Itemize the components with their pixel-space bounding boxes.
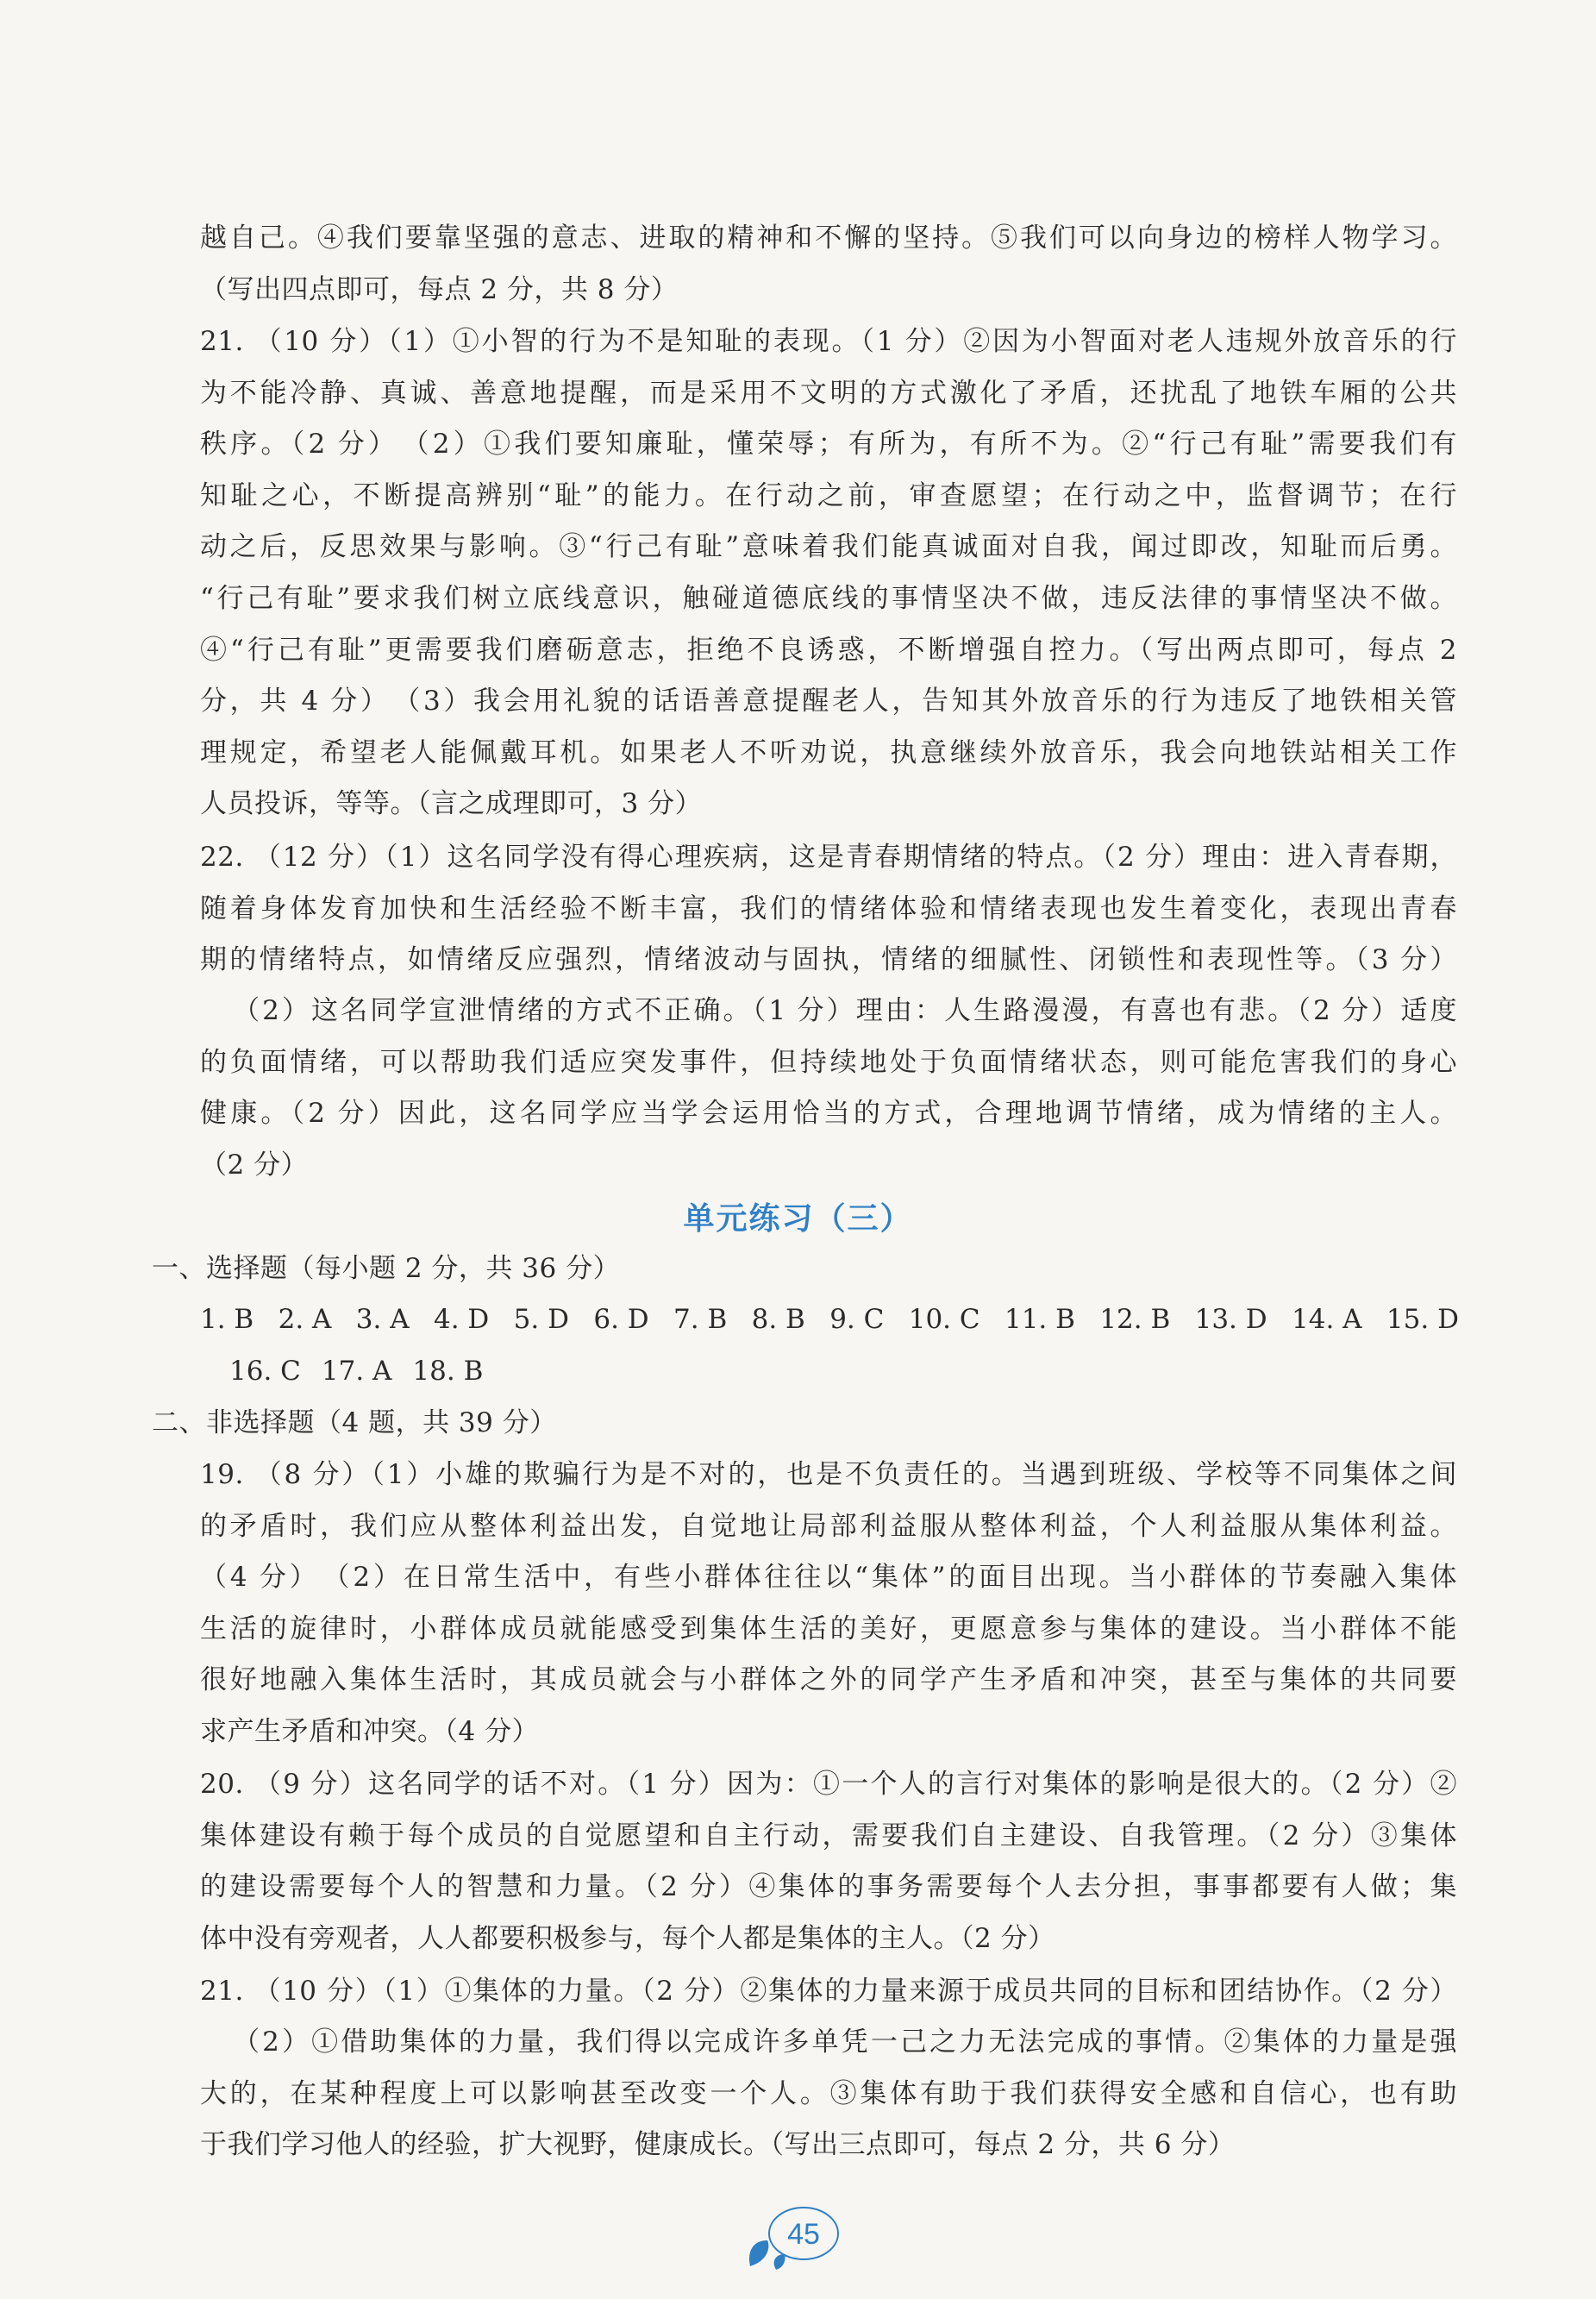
paragraph-question-21-second-part2: [200, 2017, 1457, 2171]
paragraph-question-22-part2: [200, 986, 1457, 1191]
text-line: 的矛盾时，我们应从整体利益出发，自觉地让局部利益服从整体利益，个人利益服从集体利益。: [200, 1510, 1457, 1542]
text-line: “行己有耻”要求我们树立底线意识，触碰道德底线的事情坚决不做，违反法律的事情坚决不做。: [200, 582, 1457, 614]
paragraph-question-20: [200, 1759, 1457, 1964]
text-line: 生活的旋律时，小群体成员就能感受到集体生活的美好，更愿意参与集体的建设。当小群体不能: [200, 1613, 1457, 1644]
answer-item: 5. D: [513, 1304, 569, 1335]
text-line: 为不能冷静、真诚、善意地提醒，而是采用不文明的方式激化了矛盾，还扰乱了地铁车厢的公共: [200, 377, 1457, 409]
answer-item: 4. D: [434, 1304, 490, 1335]
text-line: 知耻之心，不断提高辨别“耻”的能力。在行动之前，审查愿望；在行动之中，监督调节；在行: [200, 479, 1457, 511]
answer-row-1: [200, 1294, 1459, 1346]
section-title: 单元练习（三）: [683, 1200, 913, 1237]
text-line: 19. （8 分）（1）小雄的欺骗行为是不对的，也是不负责任的。当遇到班级、学校等不同集体之间: [200, 1459, 1457, 1490]
text-line: 随着身体发育加快和生活经验不断丰富，我们的情绪体验和情绪表现也发生着变化，表现出青春: [200, 893, 1457, 924]
paragraph-top: [200, 213, 1457, 316]
text-line: 理规定，希望老人能佩戴耳机。如果老人不听劝说，执意继续外放音乐，我会向地铁站相关工作: [200, 736, 1457, 768]
part2-heading: 二、非选择题（4 题，共 39 分）: [152, 1407, 557, 1438]
part1-heading: 一、选择题（每小题 2 分，共 36 分）: [152, 1253, 621, 1284]
text-line: 的负面情绪，可以帮助我们适应突发事件，但持续地处于负面情绪状态，则可能危害我们的身心: [200, 1046, 1457, 1078]
text-line: 很好地融入集体生活时，其成员就会与小群体之外的同学产生矛盾和冲突，甚至与集体的共同要: [200, 1664, 1457, 1696]
paragraph-question-22: [200, 832, 1457, 987]
text-line: 的建设需要每个人的智慧和力量。（2 分）④集体的事务需要每个人去分担，事事都要有人做；集: [200, 1871, 1457, 1903]
answer-item: 9. C: [829, 1304, 885, 1335]
text-line: 健康。（2 分）因此，这名同学应当学会运用恰当的方式，合理地调节情绪，成为情绪的主人。: [200, 1098, 1457, 1130]
text-line: 于我们学习他人的经验，扩大视野，健康成长。（写出三点即可，每点 2 分，共 6 分）: [200, 2129, 1236, 2161]
answer-item: 8. B: [751, 1304, 805, 1335]
text-line: ④“行己有耻”更需要我们磨砺意志，拒绝不良诱惑，不断增强自控力。（写出两点即可，每点 2: [200, 634, 1457, 666]
answer-item: 6. D: [593, 1304, 649, 1335]
text-line: （2 分）: [200, 1149, 309, 1181]
answer-item: 16. C: [229, 1355, 301, 1387]
leaf-icon: [742, 2190, 845, 2277]
page-number: 45: [787, 2218, 820, 2251]
text-line: 秩序。（2 分） （2）①我们要知廉耻，懂荣辱；有所为，有所不为。②“行己有耻”需要我们有: [200, 429, 1457, 460]
text-line: 越自己。④我们要靠坚强的意志、进取的精神和不懈的坚持。⑤我们可以向身边的榜样人物学习。: [200, 222, 1457, 254]
text-line: 期的情绪特点，如情绪反应强烈，情绪波动与固执，情绪的细腻性、闭锁性和表现性等。（3 分）: [200, 944, 1457, 976]
text-line: （2）这名同学宣泄情绪的方式不正确。（1 分）理由：人生路漫漫，有喜也有悲。（2 分）适度: [233, 995, 1457, 1026]
answer-item: 7. B: [673, 1304, 728, 1335]
answer-item: 12. B: [1099, 1304, 1171, 1335]
answer-item: 2. A: [278, 1304, 332, 1335]
text-line: 动之后，反思效果与影响。③“行己有耻”意味着我们能真诚面对自我，闻过即改，知耻而后勇。: [200, 531, 1457, 563]
text-line: 分，共 4 分） （3）我会用礼貌的话语善意提醒老人，告知其外放音乐的行为违反了地铁相关管: [200, 686, 1457, 717]
text-line: 21. （10 分）（1）①集体的力量。（2 分）②集体的力量来源于成员共同的目标和团结协作。（2 分）: [200, 1976, 1457, 2007]
text-line: 21. （10 分）（1）①小智的行为不是知耻的表现。（1 分）②因为小智面对老人违规外放音乐的行: [200, 326, 1457, 357]
text-line: 22. （12 分）（1）这名同学没有得心理疾病，这是青春期情绪的特点。（2 分）理由：进入青春期，: [200, 842, 1457, 873]
answer-item: 10. C: [908, 1304, 980, 1335]
paragraph-question-19: [200, 1450, 1457, 1758]
text-line: 20. （9 分）这名同学的话不对。（1 分）因为：①一个人的言行对集体的影响是很大的。（2 分）②: [200, 1769, 1457, 1800]
answer-key: [200, 1294, 1459, 1397]
answer-item: 3. A: [355, 1304, 410, 1335]
answer-item: 1. B: [200, 1304, 254, 1335]
text-line: 求产生矛盾和冲突。（4 分）: [200, 1715, 540, 1747]
answer-item: 13. D: [1194, 1304, 1267, 1335]
text-line: 大的，在某种程度上可以影响甚至改变一个人。③集体有助于我们获得安全感和自信心，也有助: [200, 2077, 1457, 2109]
text-line: 人员投诉，等等。（言之成理即可，3 分）: [200, 788, 703, 820]
answer-row-2: [200, 1346, 1459, 1398]
text-line: 体中没有旁观者，人人都要积极参与，每个人都是集体的主人。（2 分）: [200, 1922, 1055, 1954]
answer-item: 15. D: [1386, 1304, 1459, 1335]
text-line: 集体建设有赖于每个成员的自觉愿望和自主行动，需要我们自主建设、自我管理。（2 分）③集体: [200, 1820, 1457, 1851]
paragraph-question-21-first: [200, 316, 1457, 830]
page-number-badge: [742, 2190, 845, 2277]
paragraph-question-21-second: [200, 1966, 1457, 2018]
answer-item: 17. A: [321, 1355, 392, 1387]
answer-item: 11. B: [1004, 1304, 1075, 1335]
text-line: （写出四点即可，每点 2 分，共 8 分）: [200, 273, 679, 305]
text-line: （4 分） （2）在日常生活中，有些小群体往往以“集体”的面目出现。当小群体的节奏融入集体: [200, 1562, 1457, 1594]
answer-item: 18. B: [412, 1355, 484, 1387]
answer-item: 14. A: [1292, 1304, 1362, 1335]
text-line: （2）①借助集体的力量，我们得以完成许多单凭一己之力无法完成的事情。②集体的力量是强: [233, 2027, 1457, 2058]
